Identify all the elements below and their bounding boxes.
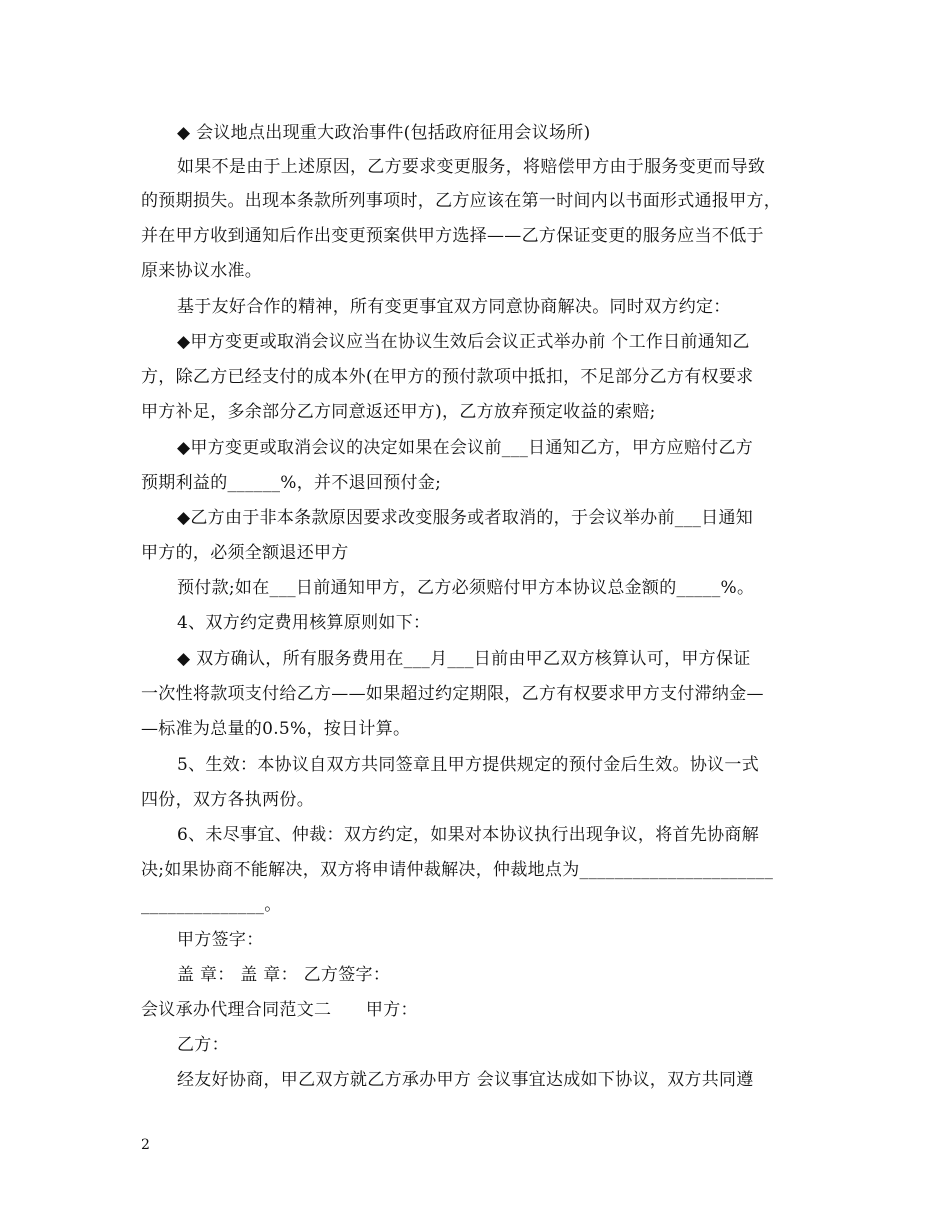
bullet-party-a-compensation-line-1: ◆甲方变更或取消会议的决定如果在会议前___日通知乙方，甲方应赔付乙方 xyxy=(177,438,754,458)
bullet-party-a-compensation-line-2: 预期利益的______%，并不退回预付金; xyxy=(141,473,442,493)
bullet-party-b-cancel-line-2: 甲方的，必须全额退还甲方 xyxy=(141,543,349,563)
bullet-party-a-cancel-line-2: 方，除乙方已经支付的成本外(在甲方的预付款项中抵扣，不足部分乙方有权要求 xyxy=(141,367,754,387)
bullet-venue-political-event: ◆ 会议地点出现重大政治事件(包括政府征用会议场所) xyxy=(177,123,591,143)
bullet-party-b-cancel-line-1: ◆乙方由于非本条款原因要求改变服务或者取消的，于会议举办前___日通知 xyxy=(177,508,754,528)
agreement-intro-line: 经友好协商，甲乙双方就乙方承办甲方 会议事宜达成如下协议，双方共同遵 xyxy=(177,1070,754,1090)
bullet-party-a-cancel-line-3: 甲方补足，多余部分乙方同意返还甲方)，乙方放弃预定收益的索赔; xyxy=(141,402,656,422)
section-6-arbitration-line-2: 决;如果协商不能解决，双方将申请仲裁解决，仲裁地点为______________________ xyxy=(141,860,774,880)
page-number: 2 xyxy=(141,1137,150,1153)
paragraph-mutual-agreement: 基于友好合作的精神，所有变更事宜双方同意协商解决。同时双方约定： xyxy=(177,297,731,317)
section-6-arbitration-line-3: ______________。 xyxy=(141,895,282,915)
paragraph-party-b-prepayment: 预付款;如在___日前通知甲方，乙方必须赔付甲方本协议总金额的_____%。 xyxy=(177,578,755,598)
paragraph-change-compensation-line-3: 并在甲方收到通知后作出变更预案供甲方选择——乙方保证变更的服务应当不低于 xyxy=(141,226,764,246)
bullet-party-a-cancel-line-1: ◆甲方变更或取消会议应当在协议生效后会议正式举办前 个工作日前通知乙 xyxy=(177,332,750,352)
bullet-fee-settlement-line-1: ◆ 双方确认，所有服务费用在___月___日前由甲乙双方核算认可，甲方保证 xyxy=(177,649,751,669)
paragraph-change-compensation-line-1: 如果不是由于上述原因，乙方要求变更服务，将赔偿甲方由于服务变更而导致 xyxy=(177,157,766,177)
bullet-fee-settlement-line-2: 一次性将款项支付给乙方——如果超过约定期限，乙方有权要求甲方支付滞纳金— xyxy=(141,684,764,704)
paragraph-change-compensation-line-4: 原来协议水准。 xyxy=(141,261,263,281)
section-5-effectiveness-line-2: 四份，双方各执两份。 xyxy=(141,790,314,810)
bullet-fee-settlement-line-3: —标准为总量的0.5%，按日计算。 xyxy=(141,719,411,739)
seal-and-signature-labels: 盖 章： 盖 章： 乙方签字： xyxy=(177,965,391,985)
paragraph-change-compensation-line-2: 的预期损失。出现本条款所列事项时，乙方应该在第一时间内以书面形式通报甲方， xyxy=(141,191,782,211)
section-5-effectiveness-line-1: 5、生效：本协议自双方共同签章且甲方提供规定的预付金后生效。协议一式 xyxy=(177,755,760,775)
party-a-signature-label: 甲方签字： xyxy=(177,930,264,950)
section-6-arbitration-line-1: 6、未尽事宜、仲裁：双方约定，如果对本协议执行出现争议，将首先协商解 xyxy=(177,825,760,845)
party-b-label: 乙方： xyxy=(177,1035,229,1055)
contract-sample-two-heading: 会议承办代理合同范文二 甲方： xyxy=(141,1000,418,1020)
section-4-heading: 4、双方约定费用核算原则如下： xyxy=(177,613,431,633)
